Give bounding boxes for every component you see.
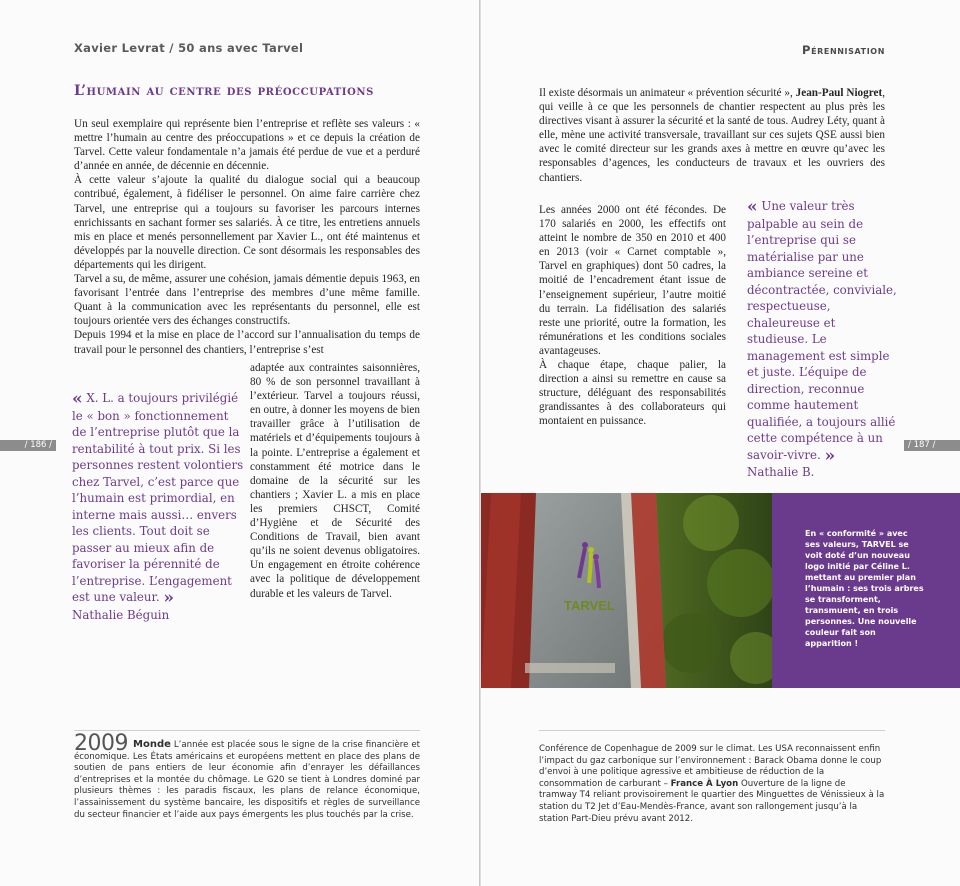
paragraph: Un seul exemplaire qui représente bien l’entreprise et reflète ses valeurs : « mettre l’humain au centre des préoccupations » et ce depuis la création de Tarvel. Cette valeur fondamentale n’a jamais été perdue de vue et a perduré d’année en année, de décennie en décennie. xyxy=(74,118,420,173)
timeline-entry-2009 xyxy=(74,731,421,821)
running-head-left: Xavier Levrat / 50 ans avec Tarvel xyxy=(74,41,304,55)
quote-close-mark: » xyxy=(824,445,836,466)
page-number-left: / 186 / xyxy=(0,440,56,451)
book-gutter xyxy=(479,0,481,886)
quote-open-mark: « xyxy=(72,389,83,409)
timeline-divider-right xyxy=(539,730,885,731)
timeline-text: L’année est placée sous le signe de la crise financière et économique. Les États américains et européens mettent en place des plans de soutien de pans entiers de leur économie afin d’enrayer les défaillances d’entreprises et la montée du chômage. Le G20 se tient à Londres dominé par plusieurs thèmes : les paradis fiscaux, les plans de relance économique, l’assainissement du système bancaire, les dispositifs et règles de surveillance du secteur financier et l’aide aux pays émergents les plus touchés par la crise. xyxy=(74,740,421,820)
left-column-continued: adaptée aux contraintes saisonnières, 80 % de son personnel travaillant à l’extérieur. Tarvel a toujours réussi, en outre, à donner les moyens de bien travailler grâce à l’utilisation de matériels et d’équipements toujours à la pointe. L’entreprise a également et constamment été motrice dans le domaine de la sécurité sur les chantiers ; Xavier L. a mis en place les premiers CHSCT, Comité d’Hygiène et de Sécurité des Conditions de Travail, bien avant qu’ils ne soient devenus obligatoires. Un engagement en étroite cohérence avec la politique de développement durable et les valeurs de Tarvel. xyxy=(250,362,420,600)
paragraph: À cette valeur s’ajoute la qualité du dialogue social qui a beaucoup contribué, également, à fidéliser le personnel. On aime faire carrière chez Tarvel, une entreprise qui a toujours su favoriser les parcours internes enrichissants en sachant former ses salariés. À ce titre, les entretiens annuels mis en place et menés personnellement par Xavier L., ont été maintenus et développés par la nouvelle direction. Ce sont désormais les responsables des départements qui les dirigent. xyxy=(74,174,420,271)
timeline-place: France À Lyon xyxy=(670,778,739,789)
timeline-text: Ouverture de la ligne de tramway T4 reliant provisoirement le quartier des Minguettes de Vénissieux à la station du T2 Jet d’Eau-Mendès-France, avant son rallongement jusqu’à la station Part-Dieu prévu avant 2012. xyxy=(539,778,885,824)
paragraph: Depuis 1994 et la mise en place de l’accord sur l’annualisation du temps de travail pour le personnel des chantiers, l’entreprise s’est xyxy=(74,329,420,356)
running-head-right: Pérennisation xyxy=(802,43,885,57)
paragraph xyxy=(539,86,885,185)
pull-quote-left xyxy=(72,390,244,623)
timeline-text: Conférence de Copenhague de 2009 sur le climat. Les USA reconnaissent enfin l’impact du gaz carbonique sur l’environnement : Barack Obama donne le coup d’envoi à une politique agressive et ambitieuse de réduction de la consommation de carburant – xyxy=(539,744,882,789)
section-title: L’humain au centre des préoccupations xyxy=(74,83,374,99)
paragraph: Les années 2000 ont été fécondes. De 170 salariés en 2000, les effectifs ont atteint le nombre de 350 en 2010 et 400 en 2013 (voir « Carnet comptable », Tarvel en graphiques) dont 50 cadres, la moitié de l’encadrement étant issue de l’enseignement supérieur, l’autre moitié du terrain. La fidélisation des salariés reste une priorité, outre la formation, les rémunérations et les conditions sociales avantageuses. xyxy=(539,204,726,357)
timeline-year: 2009 xyxy=(74,731,128,756)
timeline-place: Monde xyxy=(133,739,171,750)
left-column-text xyxy=(74,117,420,357)
pull-quote-right xyxy=(747,198,899,481)
vest-logo-text: TARVEL xyxy=(564,598,615,613)
text-run: Il existe désormais un animateur « prévention sécurité », xyxy=(539,87,793,99)
vest-photo xyxy=(481,493,772,688)
quote-text: Une valeur très palpable au sein de l’entreprise qui se matérialise par une ambiance sereine et décontractée, conviviale, respectueuse, chaleureuse et studieuse. Le management est simple et juste. L’équipe de direction, reconnue comme hautement qualifiée, a toujours allié cette compétence à un savoir-vivre. xyxy=(747,199,897,462)
text-run: , qui veille à ce que les personnels de chantier respectent au plus près les directives visant à assurer la sécurité et la santé de tous. Audrey Léty, quant à elle, mène une activité transversale, travaillant sur ces sujets QSE aussi bien avec le comité directeur sur les grands axes à mettre en œuvre qu’avec les responsables d’agences, les conducteurs de travaux et les ouvriers des chantiers. xyxy=(539,87,885,184)
photo-caption: En « conformité » avec ses valeurs, TARVEL se voit doté d’un nouveau logo initié par Céline L. mettant au premier plan l’humain : ses trois arbres se transforment, transmuent, en trois personnes. Une nouvelle couleur fait son apparition ! xyxy=(805,529,924,648)
right-column-top-text xyxy=(539,86,885,185)
quote-text: X. L. a toujours privilégié le « bon » fonctionnement de l’entreprise plutôt que la rentabilité à tout prix. Si les personnes restent volontiers chez Tarvel, c’est parce que l’humain est primordial, en interne mais aussi… envers les clients. Tout doit se passer au mieux afin de favoriser la pérennité de l’entreprise. L’engagement est une valeur. xyxy=(72,391,244,604)
quote-close-mark: » xyxy=(163,588,174,608)
paragraph: Tarvel a su, de même, assurer une cohésion, jamais démentie depuis 1963, en favorisant l’entrée dans l’entreprise des membres d’une même famille. Quant à la communication avec les représentants du personnel, elle est toujours orientée vers des échanges constructifs. xyxy=(74,273,420,328)
person-name: Jean-Paul Niogret xyxy=(795,87,883,99)
quote-open-mark: « xyxy=(747,197,758,217)
page-number-right: / 187 / xyxy=(904,440,960,451)
right-column-text xyxy=(539,203,726,429)
quote-author: Nathalie B. xyxy=(747,465,815,479)
paragraph: À chaque étape, chaque palier, la direction a ainsi su remettre en cause sa structure, déléguant des responsabilités grandissantes à des collaborateurs qui montaient en puissance. xyxy=(539,359,726,428)
quote-author: Nathalie Béguin xyxy=(72,607,170,622)
timeline-entry-continued xyxy=(539,744,885,825)
vest-photo-image xyxy=(481,493,772,688)
